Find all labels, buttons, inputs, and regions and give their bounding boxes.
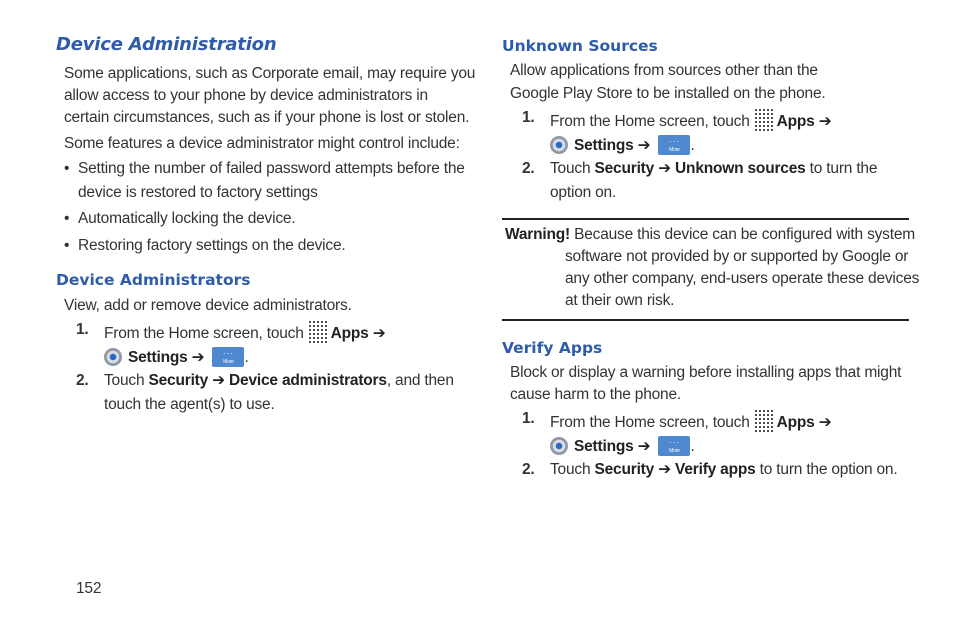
unknown-intro xyxy=(510,60,914,105)
bullet-icon: • xyxy=(64,237,70,254)
menu-path: Security ➔ Unknown sources xyxy=(594,160,806,177)
more-label: More xyxy=(669,147,680,153)
bullet-text: device is restored to factory settings xyxy=(78,184,318,201)
apps-label: Apps ➔ xyxy=(776,414,832,431)
step-number: 1. xyxy=(522,410,535,427)
warning-top-rule xyxy=(502,218,909,220)
bullet-item xyxy=(64,158,468,204)
step-number: 2. xyxy=(522,461,535,478)
intro-line: allow access to your phone by device administrators in xyxy=(64,87,428,104)
bullet-text: Automatically locking the device. xyxy=(78,210,296,227)
verify-intro xyxy=(510,362,914,406)
step-1 xyxy=(76,319,466,369)
bullet-text: Setting the number of failed password attempts before the xyxy=(78,160,465,177)
apps-label: Apps ➔ xyxy=(330,325,386,342)
step-1 xyxy=(522,107,912,157)
intro-line: Some applications, such as Corporate email, may require you xyxy=(64,65,476,82)
intro-paragraph xyxy=(64,63,476,129)
step-text: , and then xyxy=(386,372,454,389)
step-text: From the Home screen, touch xyxy=(104,325,304,342)
bullet-item xyxy=(64,208,468,230)
bullet-item xyxy=(64,235,468,257)
intro-line: cause harm to the phone. xyxy=(510,386,681,403)
step-text: to turn the option on. xyxy=(759,461,898,478)
step-text: option on. xyxy=(550,184,617,201)
more-label: More xyxy=(669,448,680,454)
menu-path: Security ➔ Device administrators xyxy=(148,372,387,389)
sub-intro: View, add or remove device administrators. xyxy=(64,297,352,314)
warning-bottom-rule xyxy=(502,319,909,321)
step-1 xyxy=(522,408,912,458)
step-number: 1. xyxy=(522,109,535,126)
step-text: Touch xyxy=(550,461,591,478)
step-2 xyxy=(76,370,466,416)
more-icon xyxy=(212,347,244,367)
settings-label: Settings ➔ xyxy=(128,349,205,366)
step-text: touch the agent(s) to use. xyxy=(104,396,275,413)
more-icon xyxy=(658,135,690,155)
settings-label: Settings ➔ xyxy=(574,137,651,154)
section-title-unknown-sources: Unknown Sources xyxy=(502,37,658,55)
more-label: More xyxy=(223,359,234,365)
step-number: 1. xyxy=(76,321,89,338)
step-number: 2. xyxy=(76,372,89,389)
more-dots: ··· xyxy=(222,349,234,358)
section-title-verify-apps: Verify Apps xyxy=(502,339,603,357)
more-icon xyxy=(658,436,690,456)
settings-gear-icon xyxy=(550,136,568,154)
intro-line: Allow applications from sources other than the xyxy=(510,62,818,79)
apps-grid-icon xyxy=(307,319,329,343)
intro-line: Google Play Store to be installed on the phone. xyxy=(510,85,826,102)
bullet-icon: • xyxy=(64,160,70,177)
more-dots: ··· xyxy=(668,137,680,146)
apps-label: Apps ➔ xyxy=(776,113,832,130)
warning-text: software not provided by or supported by Google or xyxy=(565,248,909,265)
intro-line: certain circumstances, such as if your phone is lost or stolen. xyxy=(64,109,470,126)
apps-grid-icon xyxy=(753,408,775,432)
warning-box xyxy=(505,224,920,312)
step-text: Touch xyxy=(550,160,591,177)
bullet-icon: • xyxy=(64,210,70,227)
step-number: 2. xyxy=(522,160,535,177)
period: . xyxy=(690,438,695,455)
period: . xyxy=(690,137,695,154)
section-title-device-administrators: Device Administrators xyxy=(56,271,251,289)
more-dots: ··· xyxy=(668,438,680,447)
menu-path: Security ➔ Verify apps xyxy=(594,461,756,478)
warning-text: Because this device can be configured with system xyxy=(574,226,915,243)
page-number: 152 xyxy=(76,580,102,597)
section-title-device-administration: Device Administration xyxy=(56,34,277,55)
bullet-text: Restoring factory settings on the device. xyxy=(78,237,346,254)
step-text: Touch xyxy=(104,372,145,389)
settings-gear-icon xyxy=(550,437,568,455)
intro-line: Block or display a warning before installing apps that might xyxy=(510,364,902,381)
step-2 xyxy=(522,158,912,204)
warning-label: Warning! xyxy=(505,226,570,243)
warning-text: any other company, end-users operate these devices xyxy=(565,270,920,287)
features-lead: Some features a device administrator might control include: xyxy=(64,135,460,152)
period: . xyxy=(244,349,249,366)
step-text: From the Home screen, touch xyxy=(550,113,750,130)
apps-grid-icon xyxy=(753,107,775,131)
settings-label: Settings ➔ xyxy=(574,438,651,455)
step-text: From the Home screen, touch xyxy=(550,414,750,431)
warning-text: at their own risk. xyxy=(565,292,675,309)
settings-gear-icon xyxy=(104,348,122,366)
step-2 xyxy=(522,459,912,481)
step-text: to turn the xyxy=(809,160,878,177)
